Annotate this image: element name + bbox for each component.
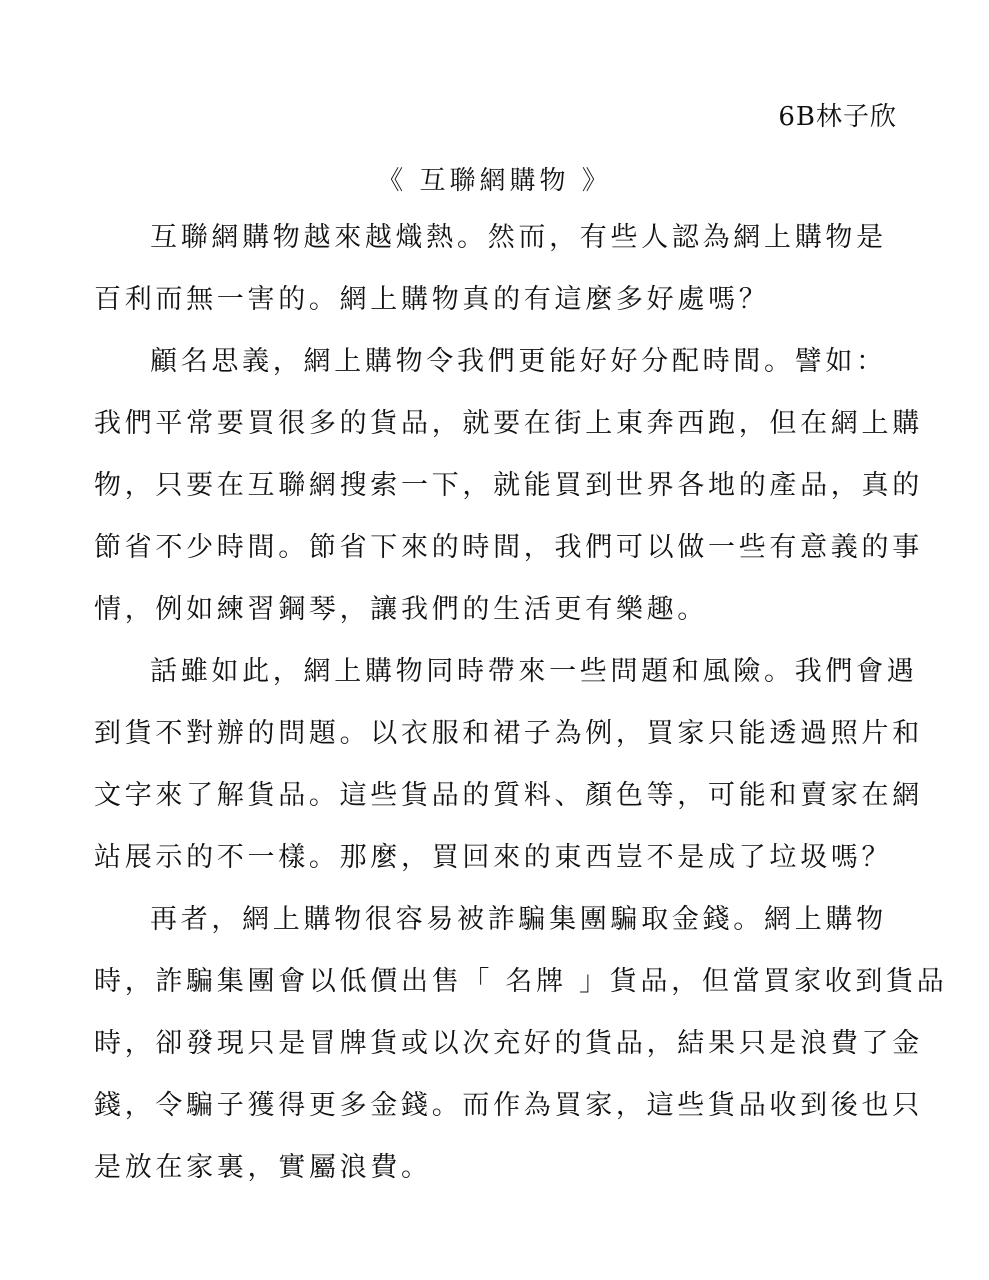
- essay-line: 顧名思義，網上購物令我們更能好好分配時間。譬如：: [150, 346, 887, 377]
- author-name: 6B林子欣: [778, 102, 897, 132]
- essay-line: 文字來了解貨品。這些貨品的質料、顏色等，可能和賣家在網: [94, 780, 923, 811]
- essay-line: 百利而無一害的。網上購物真的有這麼多好處嗎？: [94, 284, 770, 315]
- essay-line: 我們平常要買很多的貨品，就要在街上東奔西跑，但在網上購: [94, 408, 923, 439]
- essay-line: 站展示的不一樣。那麼，買回來的東西豈不是成了垃圾嗎？: [94, 842, 893, 873]
- essay-line: 到貨不對辦的問題。以衣服和裙子為例，買家只能透過照片和: [94, 718, 923, 749]
- essay-title: 《 互聯網購物 》: [377, 166, 612, 196]
- essay-line: 話雖如此，網上購物同時帶來一些問題和風險。我們會遇: [150, 656, 918, 687]
- essay-line: 錢，令騙子獲得更多金錢。而作為買家，這些貨品收到後也只: [94, 1090, 923, 1121]
- essay-line: 互聯網購物越來越熾熱。然而，有些人認為網上購物是: [150, 222, 887, 253]
- essay-line: 時，卻發現只是冒牌貨或以次充好的貨品，結果只是浪費了金: [94, 1028, 923, 1059]
- essay-line: 節省不少時間。節省下來的時間，我們可以做一些有意義的事: [94, 532, 923, 563]
- essay-line: 物，只要在互聯網搜索一下，就能買到世界各地的產品，真的: [94, 470, 923, 501]
- essay-line: 是放在家裏，實屬浪費。: [94, 1152, 432, 1183]
- essay-line: 情，例如練習鋼琴，讓我們的生活更有樂趣。: [94, 594, 708, 625]
- essay-line: 時，詐騙集團會以低價出售「 名牌 」貨品，但當買家收到貨品: [94, 966, 948, 997]
- essay-line: 再者，網上購物很容易被詐騙集團騙取金錢。網上購物: [150, 904, 887, 935]
